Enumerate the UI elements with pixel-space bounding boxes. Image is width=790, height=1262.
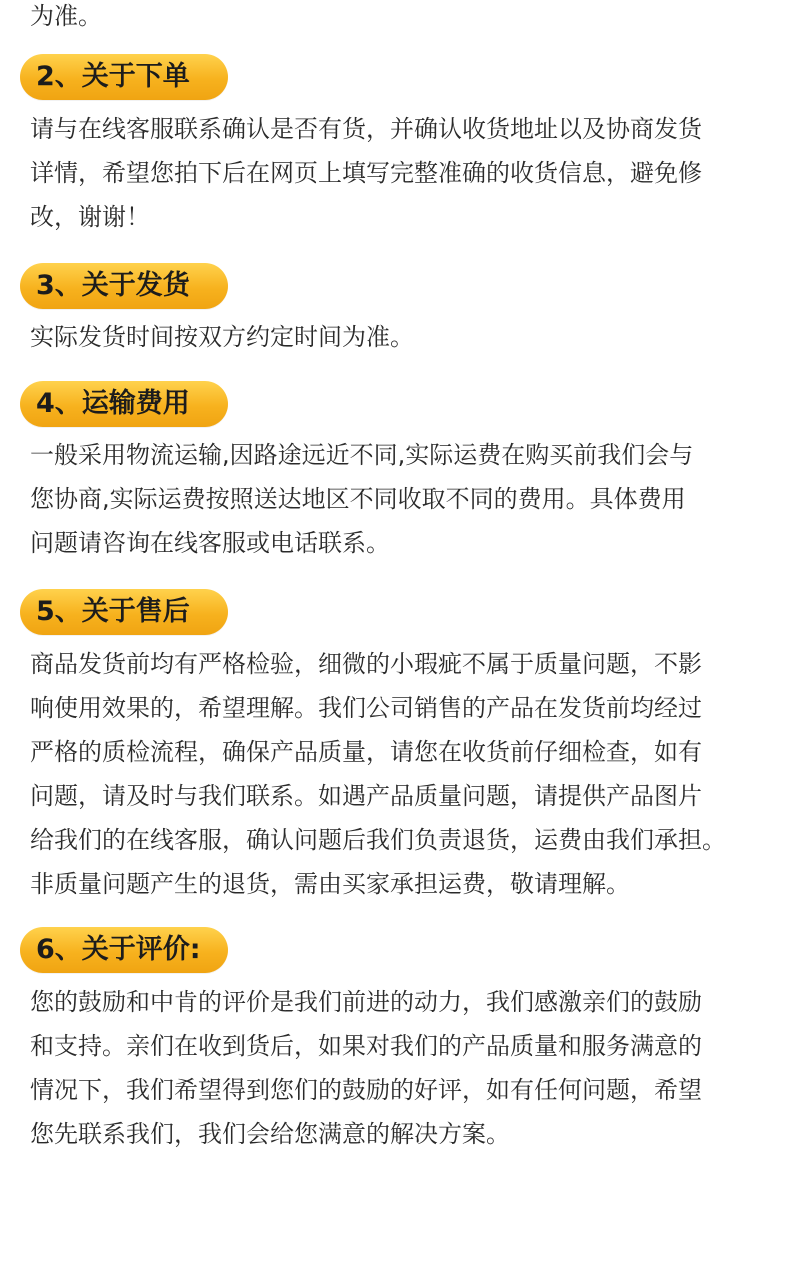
- body-line: 您协商,实际运费按照送达地区不同收取不同的费用。具体费用: [30, 485, 686, 513]
- body-line: 您的鼓励和中肯的评价是我们前进的动力，我们感激亲们的鼓励: [30, 988, 702, 1016]
- section-heading-after-sales: 5、关于售后: [20, 589, 228, 635]
- body-line: 严格的质检流程，确保产品质量，请您在收货前仔细检查，如有: [30, 738, 702, 766]
- body-line: 问题，请及时与我们联系。如遇产品质量问题，请提供产品图片: [30, 782, 702, 810]
- body-line: 和支持。亲们在收到货后，如果对我们的产品质量和服务满意的: [30, 1032, 702, 1060]
- body-line: 问题请咨询在线客服或电话联系。: [30, 529, 390, 557]
- section-body-after-sales: [30, 642, 726, 906]
- body-line: 改，谢谢！: [30, 203, 150, 231]
- section-body-freight: [30, 433, 693, 565]
- body-line: 非质量问题产生的退货，需由买家承担运费，敬请理解。: [30, 870, 630, 898]
- body-line: 情况下，我们希望得到您们的鼓励的好评，如有任何问题，希望: [30, 1076, 702, 1104]
- body-line: 您先联系我们，我们会给您满意的解决方案。: [30, 1120, 510, 1148]
- body-line: 详情，希望您拍下后在网页上填写完整准确的收货信息，避免修: [30, 159, 702, 187]
- body-line: 一般采用物流运输,因路途远近不同,实际运费在购买前我们会与: [30, 441, 694, 469]
- section-heading-shipping: 3、关于发货: [20, 263, 228, 309]
- body-line: 实际发货时间按双方约定时间为准。: [30, 323, 414, 351]
- section-body-shipping: [30, 315, 414, 359]
- body-line: 商品发货前均有严格检验，细微的小瑕疵不属于质量问题，不影: [30, 650, 702, 678]
- section-body-ordering: [30, 107, 702, 239]
- section-body-reviews: [30, 980, 702, 1156]
- section-heading-reviews: 6、关于评价:: [20, 927, 228, 973]
- section-heading-freight: 4、运输费用: [20, 381, 228, 427]
- section-heading-ordering: 2、关于下单: [20, 54, 228, 100]
- intro-text: 为准。: [30, 2, 102, 30]
- body-line: 响使用效果的，希望理解。我们公司销售的产品在发货前均经过: [30, 694, 702, 722]
- body-line: 给我们的在线客服，确认问题后我们负责退货，运费由我们承担。: [30, 826, 726, 854]
- body-line: 请与在线客服联系确认是否有货，并确认收货地址以及协商发货: [30, 115, 702, 143]
